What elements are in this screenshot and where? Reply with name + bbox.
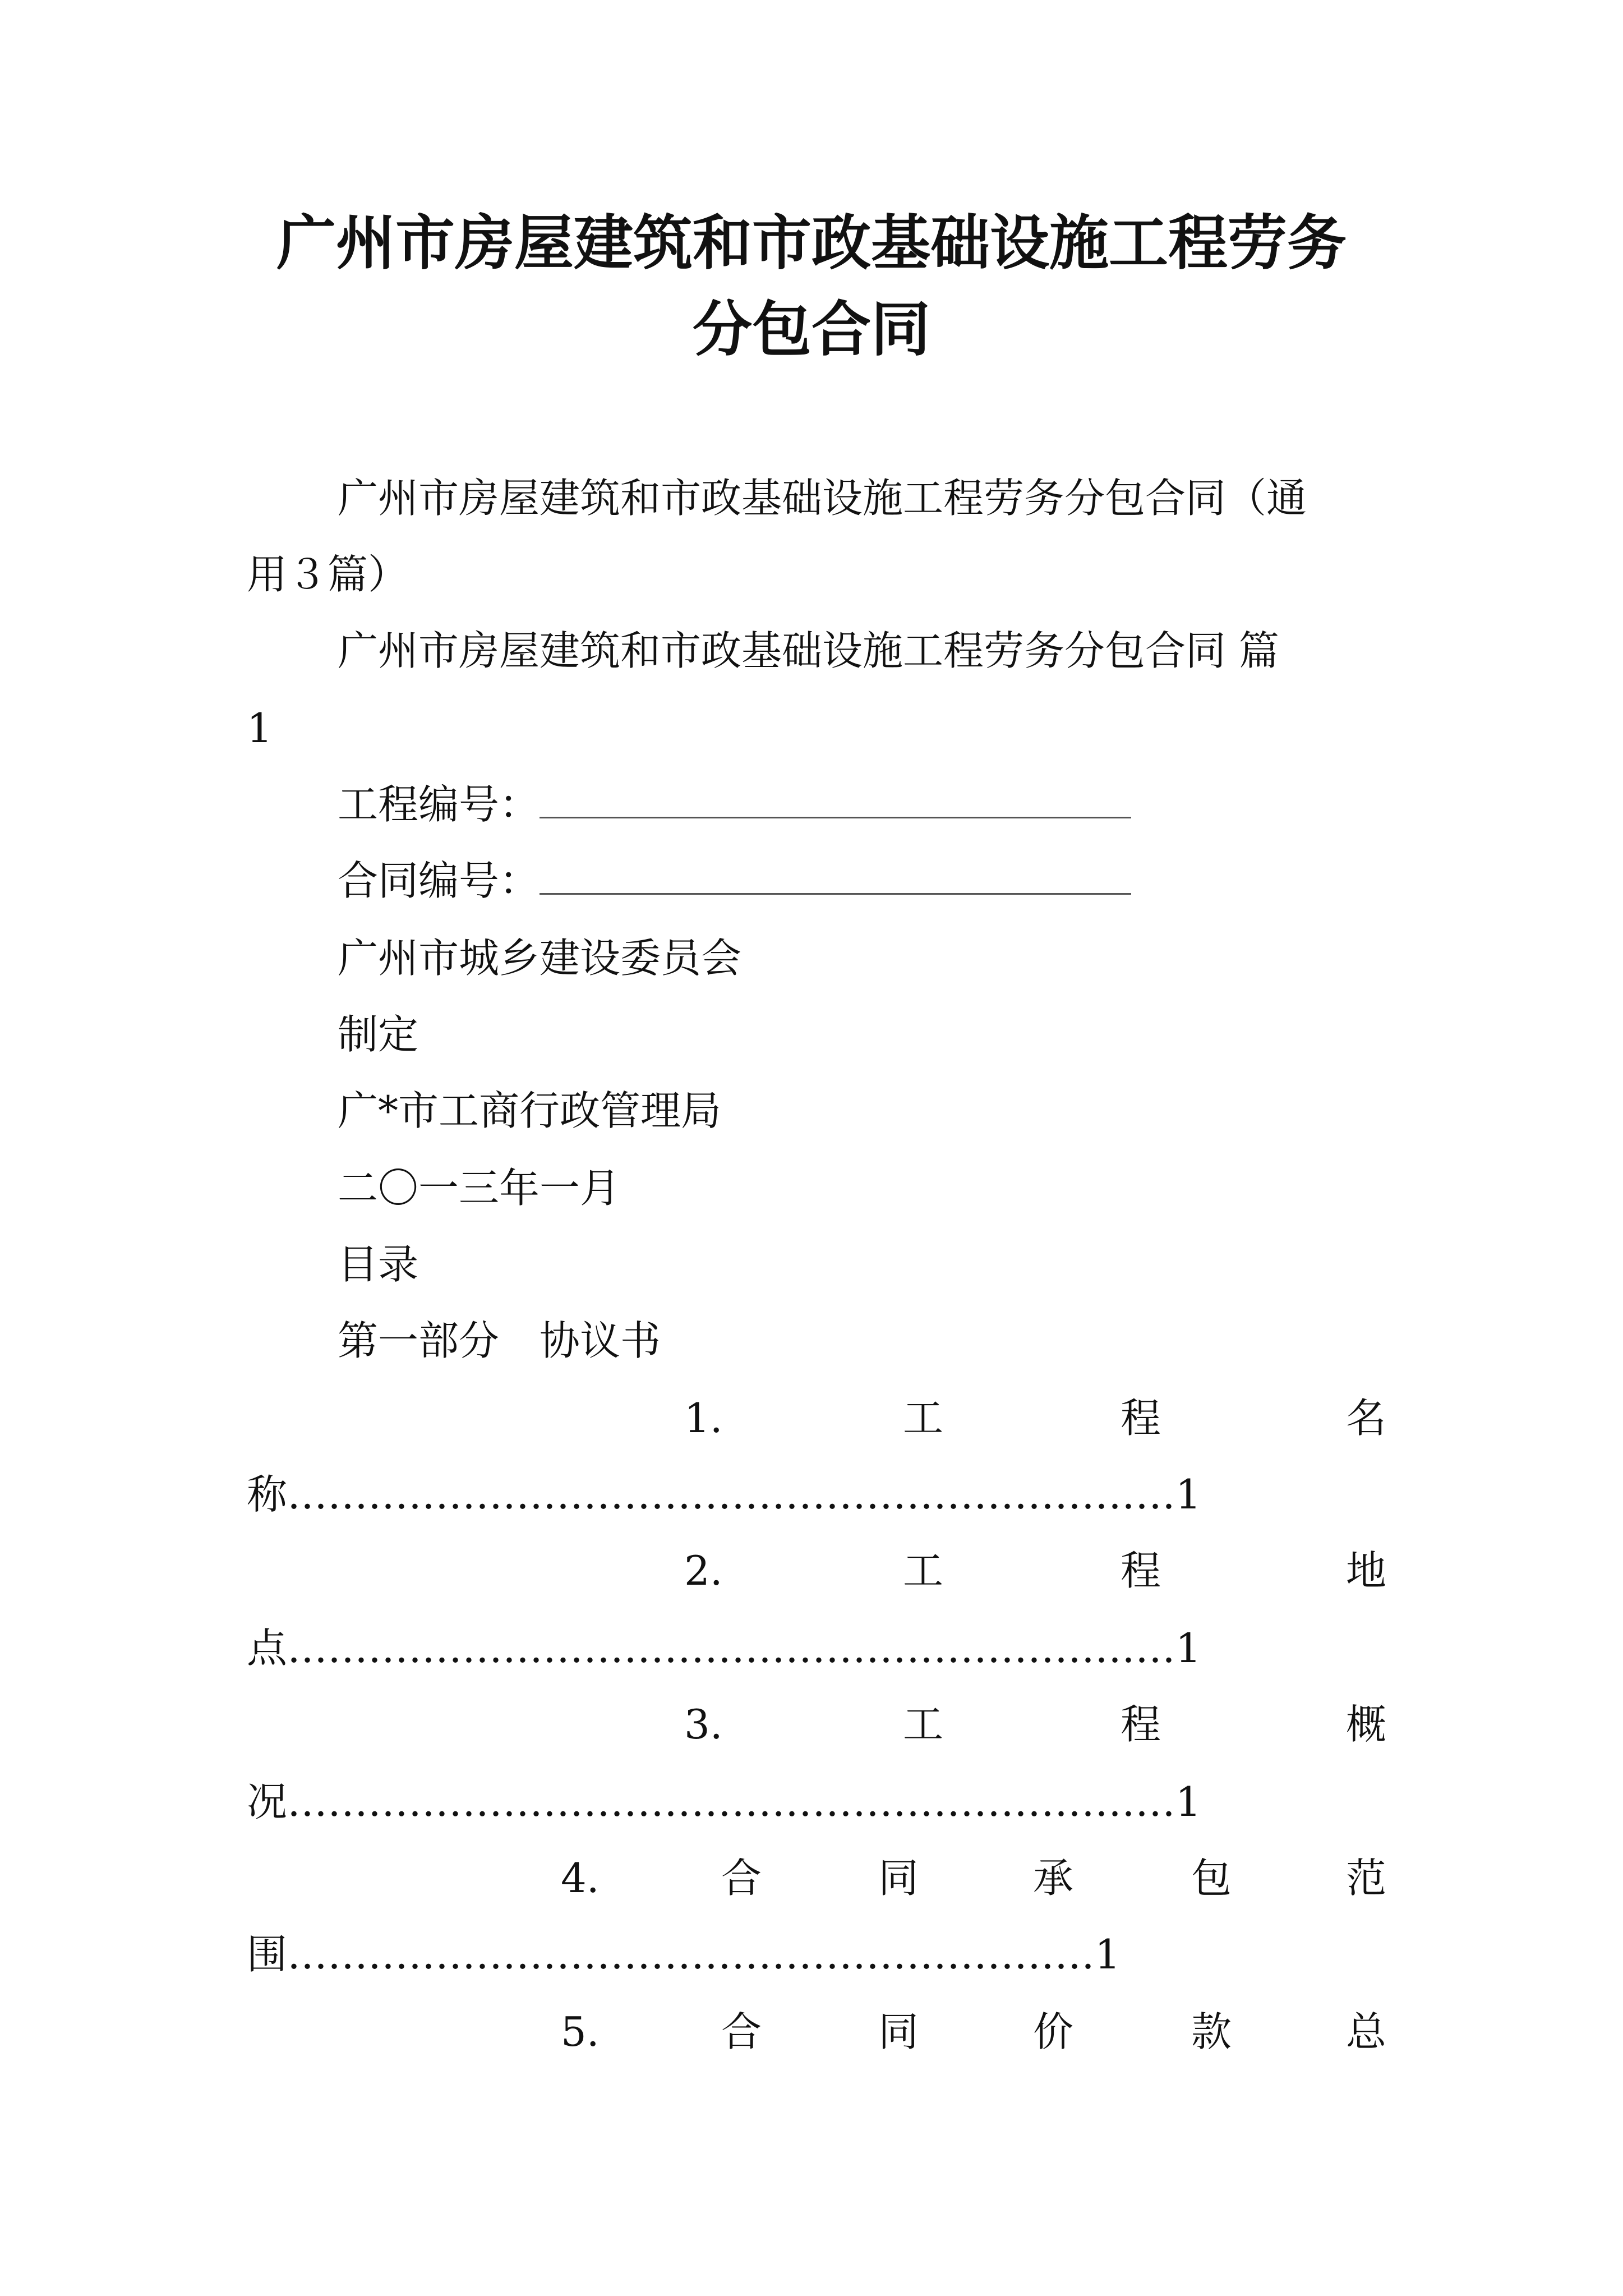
project-number-row [338, 781, 1131, 828]
project-number-label: 工程编号： [338, 781, 540, 828]
toc-entry-char: 范 [1346, 1855, 1387, 1902]
intro-line1: 广州市房屋建筑和市政基础设施工程劳务分包合同（通 [338, 475, 1307, 522]
toc-entry-number: 3. [684, 1701, 723, 1748]
issue-date: 二〇一三年一月 [338, 1165, 621, 1212]
toc-entry-char: 程 [1121, 1395, 1161, 1442]
contract-number-blank [540, 890, 1131, 895]
toc-entry-char: 程 [1121, 1547, 1161, 1594]
toc-entry-char: 价 [1033, 2008, 1074, 2055]
project-number-blank [540, 813, 1131, 818]
toc-entry-char: 程 [1121, 1701, 1161, 1748]
issuer-2: 广*市工商行政管理局 [338, 1087, 722, 1134]
toc-heading: 目录 [338, 1241, 419, 1288]
toc-entry-char: 工 [903, 1701, 944, 1748]
toc-entry-char: 合 [721, 2008, 762, 2055]
toc-entry-char: 总 [1346, 2008, 1387, 2055]
toc-entry-leader: 围……………………………………………………1 [247, 1931, 1121, 1978]
toc-entry-char: 款 [1191, 2008, 1232, 2055]
document-title-line2: 分包合同 [693, 294, 930, 364]
part-title-line2: 1 [247, 705, 273, 752]
contract-number-label: 合同编号： [338, 857, 540, 904]
issuer-action: 制定 [338, 1011, 419, 1058]
toc-entry-leader: 点…………………………………………………………1 [247, 1625, 1201, 1672]
toc-entry-char: 工 [903, 1547, 944, 1594]
toc-entry-number: 5. [561, 2008, 600, 2055]
toc-entry-number: 1. [684, 1395, 723, 1442]
toc-entry-char: 同 [878, 2008, 919, 2055]
toc-entry-char: 同 [878, 1855, 919, 1902]
part-one-heading: 第一部分 协议书 [338, 1317, 661, 1364]
toc-entry-char: 地 [1346, 1547, 1387, 1594]
toc-entry-leader: 称…………………………………………………………1 [247, 1471, 1201, 1518]
toc-entry-leader: 况…………………………………………………………1 [247, 1778, 1201, 1825]
part-title-line1: 广州市房屋建筑和市政基础设施工程劳务分包合同 篇 [338, 627, 1279, 674]
toc-entry-number: 4. [561, 1855, 600, 1902]
document-title-line1: 广州市房屋建筑和市政基础设施工程劳务 [276, 208, 1347, 278]
toc-entry-char: 概 [1346, 1701, 1387, 1748]
toc-entry-char: 合 [721, 1855, 762, 1902]
contract-number-row [338, 857, 1131, 904]
toc-entry-char: 承 [1033, 1855, 1074, 1902]
issuer-1: 广州市城乡建设委员会 [338, 935, 742, 982]
toc-entry-char: 工 [903, 1395, 944, 1442]
intro-line2: 用３篇） [247, 551, 409, 598]
toc-entry-char: 名 [1346, 1395, 1387, 1442]
toc-entry-char: 包 [1191, 1855, 1232, 1902]
toc-entry-number: 2. [684, 1547, 723, 1594]
